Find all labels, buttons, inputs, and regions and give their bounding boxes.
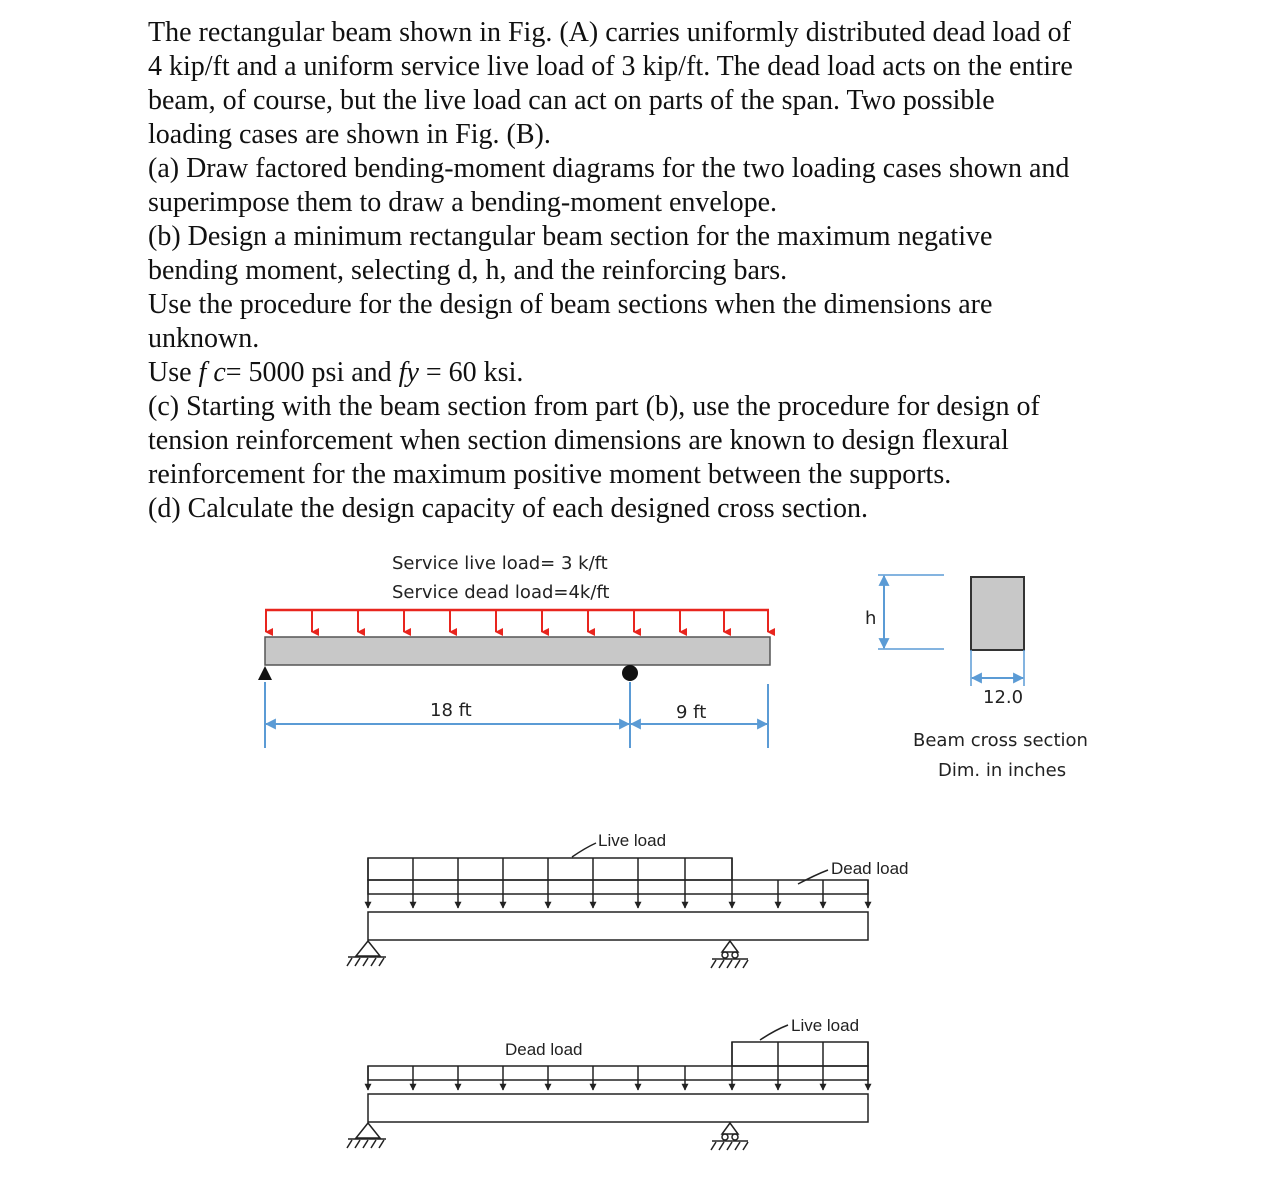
dimension-caption: Dim. in inches <box>938 760 1067 781</box>
distributed-load-arrows <box>265 610 769 632</box>
problem-line: Use the procedure for the design of beam sections when the dimensions are <box>148 289 993 320</box>
span-2-label: 9 ft <box>676 702 707 723</box>
problem-line: tension reinforcement when section dimensions are known to design flexural <box>148 425 1009 456</box>
problem-line: (c) Starting with the beam section from part (b), use the procedure for design of <box>148 391 1040 422</box>
problem-line: (a) Draw factored bending-moment diagrams for the two loading cases shown and <box>148 153 1070 184</box>
roller-support-case-2 <box>722 1123 738 1134</box>
live-load-block <box>732 1042 868 1066</box>
pin-support-case-1 <box>356 941 380 956</box>
problem-line: reinforcement for the maximum positive moment between the supports. <box>148 459 952 490</box>
problem-line: beam, of course, but the live load can act on parts of the span. Two possible <box>148 85 995 116</box>
beam-case-1 <box>368 912 868 940</box>
live-load-leader <box>572 843 596 857</box>
dead-load-label: Service dead load=4k/ft <box>392 582 610 603</box>
problem-line: The rectangular beam shown in Fig. (A) carries uniformly distributed dead load of <box>148 17 1071 48</box>
span-1-label: 18 ft <box>430 700 472 721</box>
pin-support <box>258 666 272 680</box>
case-2-live-load-label: Live load <box>791 1016 860 1035</box>
problem-line: superimpose them to draw a bending-moment envelope. <box>148 187 778 218</box>
roller-support-case-1 <box>722 941 738 952</box>
beam <box>265 637 770 665</box>
dead-load-block <box>368 1066 868 1080</box>
case-1-load-arrows <box>368 858 868 908</box>
problem-line: unknown. <box>148 323 260 354</box>
problem-line: bending moment, selecting d, h, and the reinforcing bars. <box>148 255 788 286</box>
cross-section <box>865 575 1088 781</box>
dead-load-block <box>368 880 868 894</box>
roller-support <box>622 665 638 681</box>
live-load-block <box>368 858 732 880</box>
problem-line: 4 kip/ft and a uniform service live load of 3 kip/ft. The dead load acts on the entire <box>148 51 1073 82</box>
case-2-dead-load-label: Dead load <box>505 1040 583 1059</box>
pin-support-case-2 <box>356 1123 380 1138</box>
live-load-leader <box>760 1025 788 1040</box>
height-label: h <box>865 608 877 629</box>
fc-symbol: f c <box>198 357 226 388</box>
fy-symbol: fy <box>398 357 419 388</box>
case-1-dead-load-label: Dead load <box>831 859 909 878</box>
section-rectangle <box>971 577 1024 650</box>
figure-b-case-1 <box>347 843 868 968</box>
section-caption: Beam cross section <box>913 730 1088 751</box>
figure-a <box>258 553 1088 781</box>
live-load-label: Service live load= 3 k/ft <box>392 553 608 574</box>
problem-line: (d) Calculate the design capacity of each designed cross section. <box>148 493 868 524</box>
materials-line: Use f c= 5000 psi and fy = 60 ksi. <box>148 357 524 388</box>
problem-line: (b) Design a minimum rectangular beam section for the maximum negative <box>148 221 993 252</box>
beam-case-2 <box>368 1094 868 1122</box>
problem-line: loading cases are shown in Fig. (B). <box>148 119 551 150</box>
width-label: 12.0 <box>983 687 1024 708</box>
figure-b-case-2 <box>347 1025 868 1150</box>
case-1-live-load-label: Live load <box>598 831 667 850</box>
